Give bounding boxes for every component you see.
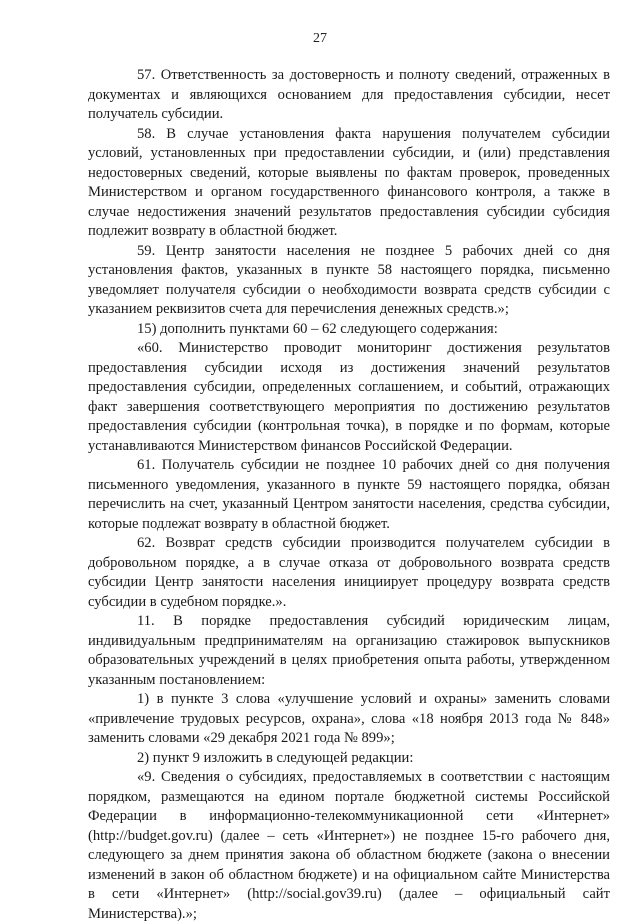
paragraph-57: 57. Ответственность за достоверность и полноту сведений, отраженных в документах и являющихся основанием для предоставления субсидии, несет получатель субсидии. [88,67,610,122]
paragraph-9: «9. Сведения о субсидиях, предоставляемых в соответствии с настоящим порядком, размещаются на едином портале бюджетной системы Российской Федерации в информационно-телекоммуникационной сети «Интернет» (http://budget.gov.ru) (далее – сеть «Интернет») не позднее 15-го рабочего дня, следующего за днем принятия закона об областном бюджете (закона о внесении изменений в закон об областном бюджете) и на официальном сайте Министерства в сети «Интернет» (http://social.gov39.ru) (далее – официальный сайт Министерства).»; [88,769,610,922]
paragraph-62: 62. Возврат средств субсидии производится получателем субсидии в добровольном порядке, а в случае отказа от добровольного возврата средств субсидии Центр занятости населения инициирует процедуру возврата средств субсидии в судебном порядке.». [88,535,610,610]
paragraph-item-2: 2) пункт 9 изложить в следующей редакции: [137,749,414,766]
document-body [88,66,610,924]
paragraph-58: 58. В случае установления факта нарушения получателем субсидии условий, установленных при предоставлении субсидии, и (или) представления недостоверных сведений, которые выявлены по фактам проверок, проведенных Министерством и органом государственного финансового контроля, а также в случае недостижения значений результатов предоставления субсидии субсидия подлежит возврату в областной бюджет. [88,125,610,239]
paragraph-61: 61. Получатель субсидии не позднее 10 рабочих дней со дня получения письменного уведомления, указанного в пункте 59 настоящего порядка, обязан перечислить на счет, указанный Центром занятости населения, средства субсидии, которые подлежат возврату в областной бюджет. [88,457,610,532]
paragraph-59: 59. Центр занятости населения не позднее 5 рабочих дней со дня установления фактов, указанных в пункте 58 настоящего порядка, письменно уведомляет получателя субсидии о необходимости возврата средств субсидии с указанием реквизитов счета для перечисления денежных средств.»; [88,242,610,317]
page-number: 27 [313,31,327,46]
paragraph-60: «60. Министерство проводит мониторинг достижения результатов предоставления субсидии исходя из достижения значений результатов предоставления субсидии, определенных соглашением, и событий, отражающих факт завершения соответствующего мероприятия по достижению результатов предоставления субсидии (контрольная точка), в порядке и по формам, которые устанавливаются Министерством финансов Российской Федерации. [88,340,610,454]
paragraph-section-11: 11. В порядке предоставления субсидий юридическим лицам, индивидуальным предпринимателям на организацию стажировок выпускников образовательных учреждений в целях приобретения опыта работы, утвержденном указанным постановлением: [88,613,610,688]
paragraph-item-1: 1) в пункте 3 слова «улучшение условий и охраны» заменить словами «привлечение трудовых ресурсов, охрана», слова «18 ноября 2013 года № 848» заменить словами «29 декабря 2021 года № 899»; [88,691,610,746]
paragraph-amendment-15: 15) дополнить пунктами 60 – 62 следующего содержания: [137,320,498,337]
